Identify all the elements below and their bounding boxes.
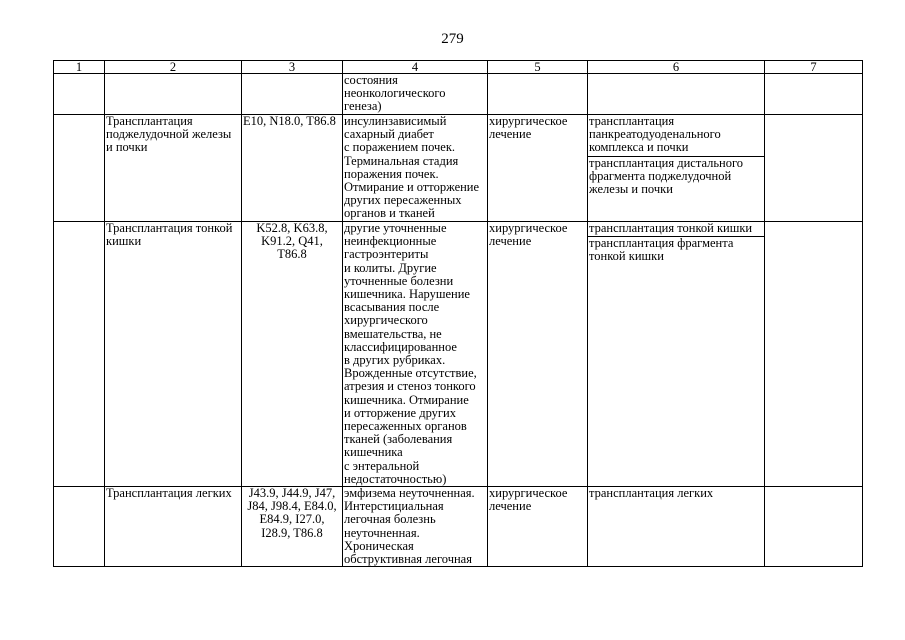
cell-procedure: Трансплантация поджелудочной железы и почки [105,115,242,222]
header-col-6: 6 [588,61,765,74]
cell-method: трансплантация тонкой кишки [588,222,765,237]
cell-codes [242,74,343,115]
cell-treatment: хирургическое лечение [488,222,588,487]
header-col-3: 3 [242,61,343,74]
cell-method: трансплантация легких [588,487,765,567]
table-row-continuation [54,74,863,115]
cell-procedure: Трансплантация тонкой кишки [105,222,242,487]
cell-method [588,74,765,115]
cell-diagnosis: эмфизема неуточненная. Интерстициальная легочная болезнь неуточненная. Хроническая обструктивная легочная [343,487,488,567]
cell-diagnosis: другие уточненные неинфекционные гастроэнтериты и колиты. Другие уточненные болезни кишечника. Нарушение всасывания после хирургического вмешательства, не классифицированное в других рубриках. Врожденные отсутствие, атрезия и стеноз тонкого кишечника. Отмирание и отторжение других пересаженных органов тканей (заболевания кишечника с энтеральной недостаточностью) [343,222,488,487]
cell-col-7 [765,487,863,567]
header-col-7: 7 [765,61,863,74]
cell-treatment: хирургическое лечение [488,115,588,222]
cell-procedure: Трансплантация легких [105,487,242,567]
table-row-small-intestine [54,222,863,237]
header-col-1: 1 [54,61,105,74]
cell-method: трансплантация фрагмента тонкой кишки [588,237,765,487]
cell-diagnosis: состояния неонкологического генеза) [343,74,488,115]
cell-codes: E10, N18.0, T86.8 [242,115,343,222]
table-row-pancreas-kidney [54,115,863,157]
cell-procedure [105,74,242,115]
cell-treatment: хирургическое лечение [488,487,588,567]
cell-col-7 [765,115,863,222]
cell-treatment [488,74,588,115]
cell-diagnosis: инсулинзависимый сахарный диабет с поражением почек. Терминальная стадия поражения почек. Отмирание и отторжение других пересаженных органов и тканей [343,115,488,222]
medical-care-table [53,60,863,567]
cell-col-7 [765,222,863,487]
cell-col-1 [54,222,105,487]
table-row-lungs [54,487,863,567]
header-col-4: 4 [343,61,488,74]
cell-col-1 [54,74,105,115]
cell-codes: K52.8, K63.8, K91.2, Q41, T86.8 [242,222,343,487]
header-col-2: 2 [105,61,242,74]
page-number: 279 [441,31,464,47]
cell-col-7 [765,74,863,115]
header-row [54,61,863,74]
header-col-5: 5 [488,61,588,74]
cell-codes: J43.9, J44.9, J47, J84, J98.4, E84.0, E84.9, I27.0, I28.9, T86.8 [242,487,343,567]
cell-method: трансплантация дистального фрагмента поджелудочной железы и почки [588,157,765,222]
cell-col-1 [54,487,105,567]
cell-col-1 [54,115,105,222]
cell-method: трансплантация панкреатодуоденального комплекса и почки [588,115,765,157]
